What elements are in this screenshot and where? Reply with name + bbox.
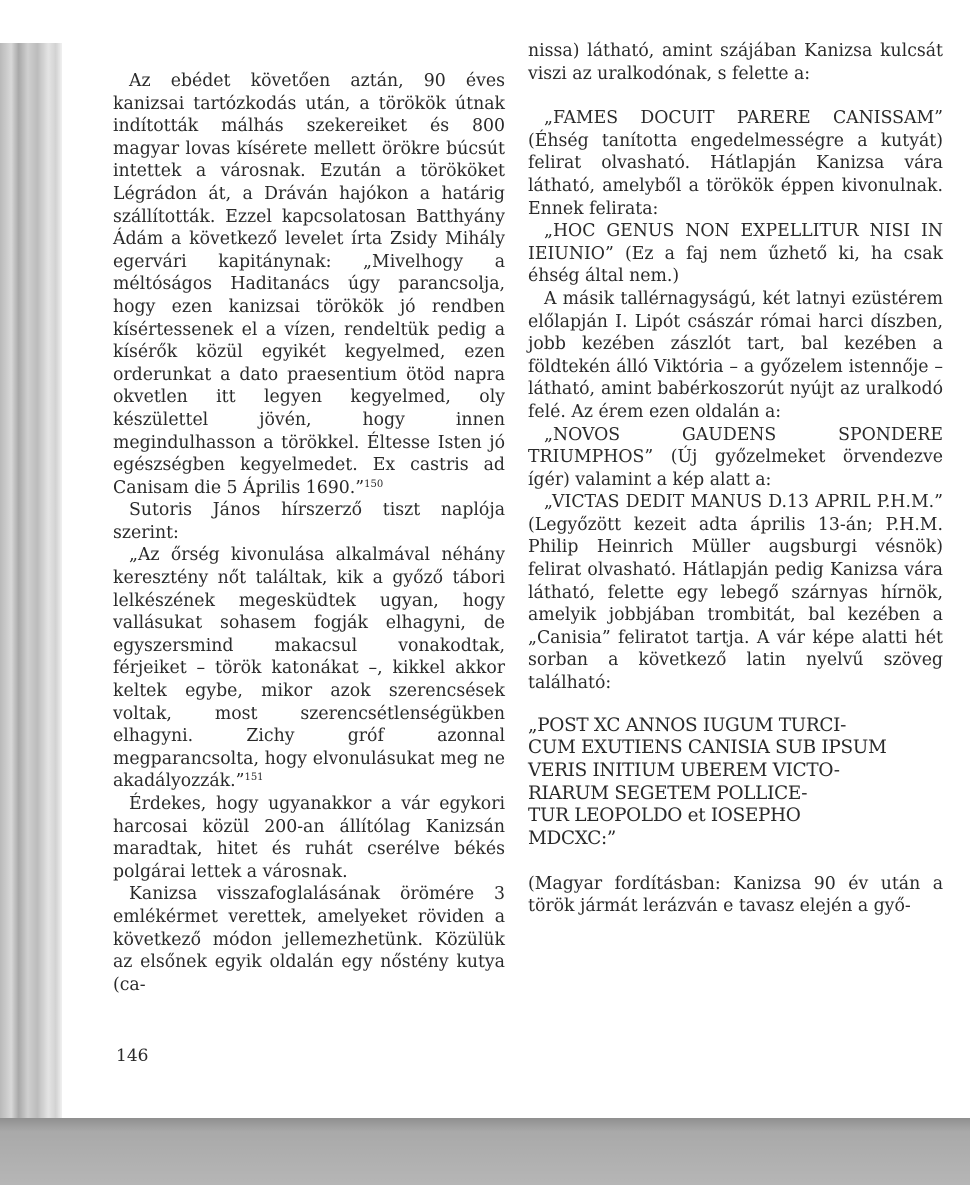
paragraph: Érdekes, hogy ugyanakkor a vár egykori harcosai közül 200-an állítólag Kanizsán maradtak, hitet és ruhát cserélve békés polgárai lettek a városnak.	[113, 794, 505, 882]
paragraph: „HOC GENUS NON EXPELLITUR NISI IN IEIUNIO” (Ez a faj nem űzhető ki, ha csak éhség által nem.)	[528, 221, 943, 287]
footnote-ref: 150	[364, 478, 384, 490]
book-page-edges	[0, 43, 62, 1123]
paragraph: Sutoris János hírszerző tiszt naplója szerint:	[113, 500, 505, 543]
paragraph: A másik tallérnagyságú, két latnyi ezüstérem előlapján I. Lipót császár római harci díszben, jobb kezében zászlót tart, bal kezében a földtekén álló Viktória – a győzelem istennője – látható, amint babérkoszorút nyújt az uralkodó felé. Az érem ezen oldalán a:	[528, 288, 943, 422]
inscription-line: VERIS INITIUM UBEREM VICTO-	[528, 760, 840, 782]
latin-inscription	[528, 715, 943, 851]
right-text-column	[528, 40, 943, 918]
translation-paragraph: (Magyar fordításban: Kanizsa 90 év után a török jármát lerázván e tavasz elején a győ-	[528, 873, 943, 917]
left-text-column	[113, 70, 505, 996]
paragraph: Az ebédet követően aztán, 90 éves kanizsai tartózkodás után, a törökök útnak indították málhás szekereiket és 800 magyar lovas kísérete mellett örökre búcsút intettek a városnak. Ezután a törököket Légrádon át, a Dráván hajókon a határig szállították. Ezzel kapcsolatosan Batthyány Ádám a következő levelet írta Zsidy Mihály egervári kapitánynak: „Mivelhogy a méltóságos Haditanács úgy parancsolja, hogy ezen kanizsai törökök jó rendben kísértessenek el a vízen, rendeltük pedig a kísérők közül egyikét kegyelmed, ezen orderunkat a dato praesentium ötöd napra okvetlen itt legyen kegyelmed, oly készülettel jövén, hogy innen megindulhasson a törökkel. Éltesse Isten jó egészségben kegyelmedet. Ex castris ad Canisam die 5 Április 1690.”$^{150}$	[113, 71, 505, 498]
quote-paragraph: „Az őrség kivonulása alkalmával néhány keresztény nőt találtak, kik a győző tábori lelkészének megesküdtek ugyan, hogy vallásukat sohasem fogják elhagyni, de egyszersmind makacsul vonakodtak, férjeiket – török katonákat –, kikkel akkor keltek egybe, mikor azok szerencsések voltak, most szerencsétlenségükben elhagyni. Zichy gróf azonnal megparancsolta, hogy elvonulásukat meg ne akadályozzák.”$^{151}$	[113, 545, 505, 792]
page-number: 146	[116, 1046, 149, 1066]
paragraph: Kanizsa visszafoglalásának örömére 3 emlékérmet verettek, amelyeket röviden a következő módon jellemezhetünk. Közülük az elsőnek egyik oldalán egy nőstény kutya (ca-	[113, 884, 505, 995]
inscription-line: CUM EXUTIENS CANISIA SUB IPSUM	[528, 737, 887, 759]
inscription-line: TUR LEOPOLDO et IOSEPHO	[528, 805, 801, 827]
paragraph: „VICTAS DEDIT MANUS D.13 APRIL P.H.M.” (Legyőzött kezeit adta április 13-án; P.H.M. Philip Heinrich Müller augsburgi vésnök) felirat olvasható. Hátlapján pedig Kanizsa vára látható, felette egy lebegő szárnyas hírnök, amelyik jobbjában trombitát, bal kezében a „Canisia” feliratot tartja. A vár képe alatti hét sorban a következő latin nyelvű szöveg található:	[528, 492, 943, 694]
paragraph: nissa) látható, amint szájában Kanizsa kulcsát viszi az uralkodónak, s felette a:	[528, 41, 943, 84]
inscription-line: RIARUM SEGETEM POLLICE-	[528, 782, 808, 804]
footnote-ref: 151	[244, 772, 264, 784]
paragraph: „NOVOS GAUDENS SPONDERE TRIUMPHOS” (Új győzelmeket örvendezve ígér) valamint a kép alatt a:	[528, 424, 943, 490]
table-surface	[0, 1118, 970, 1185]
inscription-line: MDCXC:”	[528, 828, 616, 850]
paragraph: „FAMES DOCUIT PARERE CANISSAM” (Éhség tanította engedelmességre a kutyát) felirat olvasható. Hátlapján Kanizsa vára látható, amelyből a törökök éppen kivonulnak. Ennek felirata:	[528, 108, 943, 219]
inscription-line: „POST XC ANNOS IUGUM TURCI-	[528, 714, 847, 736]
